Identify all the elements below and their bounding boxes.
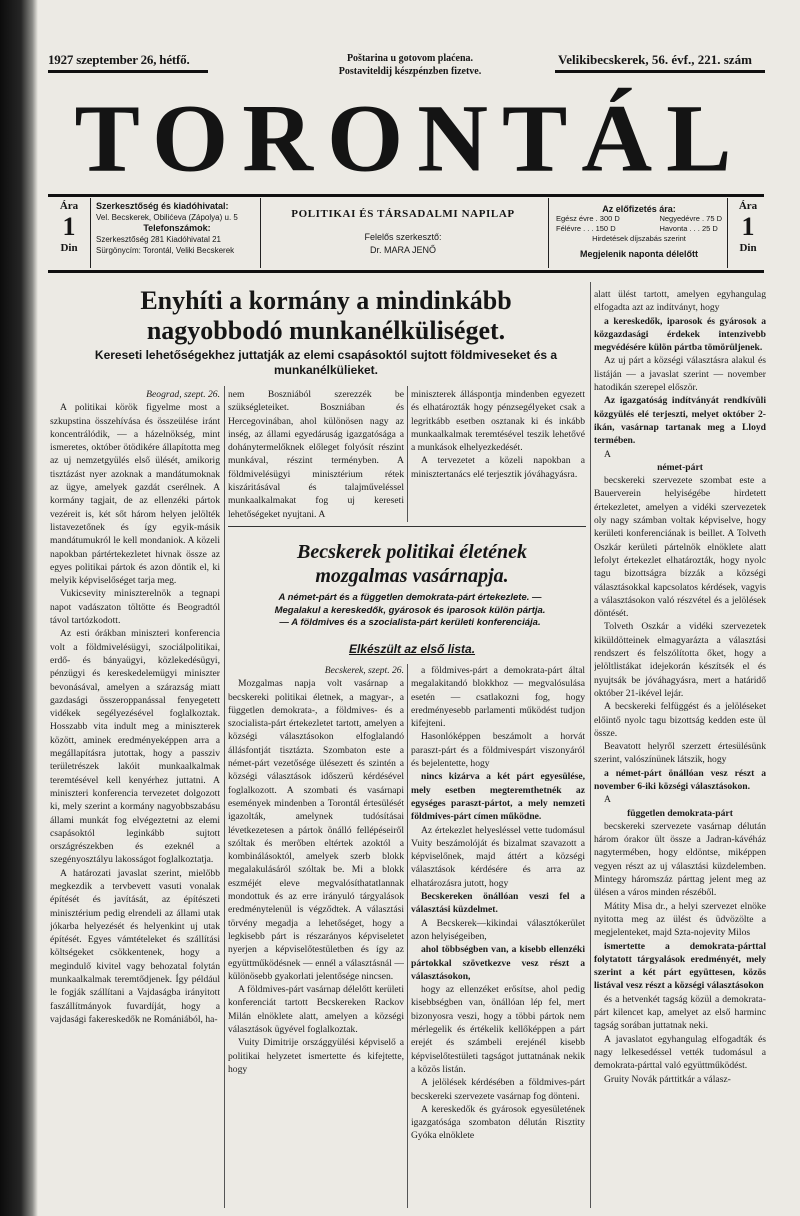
paragraph-bold: a német-párt önállóan vesz részt a november 6-iki községi választásokon. xyxy=(594,767,766,792)
paragraph-bold: ahol többségben van, a kisebb ellenzéki pártokkal szövetkezve vesz részt a választásokon, xyxy=(411,944,585,982)
editor-name: Dr. MARA JENŐ xyxy=(369,245,436,255)
paragraph: Tolveth Oszkár a vidéki szervezetek kiküldötteinek elmagyarázta a választási rendszert és felszólította őket, hogy a jelöltlistákat idejekorán készítsék el és nyujtsák be jóváhagyásra, mert a határidő október 21-ikével lejár. xyxy=(594,621,766,699)
sub-year: Egész évre . 300 D xyxy=(556,214,620,223)
paragraph: Hasonlóképpen beszámolt a horvát paraszt-párt és a földmivespárt viszonyáról és bejelentette, hogy xyxy=(411,731,585,770)
paragraph: Mozgalmas napja volt vasárnap a becskereki politikai életnek, a magyar-, a független demokrata-, a földmives- és a szocialista-párt értekezletet tartott, amelyen a községi választásokon elfoglalandó állásfontját tisztázta. Szombaton este a német-párt vezetősége ülésezett és szintén a községi választások időszerü kérdésével foglalkozott. A szombati és vasárnapi események mindenben a Torontál értesülését igazolták, amelynek tudósításai lévetkezetesen a pártok önálló fellépéseiről szóltak és merőben eltértek azoktól a kombinálásoktól, amelyek szerb blokk megalakulásáról szóltak be. Mi a blokk eszméjét eleve megvalósíthatatlannak mondottuk és az erre irányuló tárgyalások eredménytelenül is végződtek. A választási törvény megadja a lehetőséget, hogy a legkisebb párt is részarányos képviseletet nyerjen a képviselőtestületben és így az együttműködésnek — ennél a választásnál — különösebb gyakorlati jelentősége nincsen. xyxy=(228,678,404,982)
article1-subhead: Kereseti lehetőségekhez juttatják az elemi csapásoktól sujtott földmiveseket és a munkanélkülieket. xyxy=(94,348,558,377)
article2-title-2: mozgalmas vasárnapja. xyxy=(315,565,509,587)
paragraph: a földmives-párt a demokrata-párt által megalakitandó blokkhoz — megvalósulása esetén — csatlakozni fog, hogy eredményesebb parlamenti működést tudjon kifejteni. xyxy=(411,665,585,730)
paragraph: A becskereki felfüggést és a jelöléseket előintő nyolc tagu bizottság kedden este ül össze. xyxy=(594,701,766,739)
column-rule xyxy=(407,664,408,1208)
contact-block xyxy=(96,201,258,256)
price-box-left xyxy=(50,200,88,268)
paragraph-bold: ismertette a demokrata-párttal folytatott tárgyalások eredményét, mely szerint a két párt együttesen, közös listával vesz részt a községi választásokon xyxy=(594,940,766,992)
paragraph: A xyxy=(604,448,611,460)
phones-title: Telefonszámok: xyxy=(143,223,211,233)
office-address: Vel. Becskerek, Obilićeva (Zápolya) u. 5 xyxy=(96,213,238,222)
paragraph: és a hetvenkét tagság közül a demokrata-párt kilencet kap, amelyet az első harminc tagság sorában juttatnak neki. xyxy=(594,993,766,1032)
paragraph: A kereskedők és gyárosok egyesületének igazgatósága szombaton délután Risztity Gyóka elnöklete xyxy=(411,1103,585,1142)
paragraph: Az értekezlet helyesléssel vette tudomásul Vuity beszámolóját és bizalmat szavazott a képviselőnek, majd áttért a községi választások kérdésére és arra az elhatározásra jutott, hogy xyxy=(411,824,585,889)
price-value: 1 xyxy=(741,212,755,241)
article2-sub-3: — A földmives és a szocialista-párt kerületi konferenciája. xyxy=(279,617,541,628)
top-rule-right xyxy=(555,70,765,73)
right-column xyxy=(594,288,766,1210)
price-value: 1 xyxy=(62,212,76,241)
article1-column-1 xyxy=(50,388,220,1213)
postal-line-2: Postaviteldij készpénzben fizetve. xyxy=(338,66,482,77)
article2-sub-2: Megalakul a kereskedők, gyárosok és iparosok külön pártja. xyxy=(274,604,546,616)
masthead-title: TORONTÁL xyxy=(74,86,746,192)
paragraph: Az esti órákban miniszteri konferencia volt a földmivelésügyi, szociálpolitikai, erdő- és bányaügyi, közlekedésügyi, pénzügyi és kereskedelemügyi miniszter bevonásával, amelyen a szárazság miatt gazdasági összeroppanással fenyegetett vidékek segélyezésével foglalkoztak. Hosszabb vita indult meg a miniszterek között, aminek eredményeképpen arra a megállapításra jutottak, hogy a passziv területrészek lakóit munkaalkalmak teremtésével kell kenyérhez juttatni. A miniszteri konferencia tervezetet dolgozott ki, mely szerint a kormány nagyobbszabásu állami munkát fog elvégeztetni az elemi csapásoktól leginkább sujtott országrészekben és ezeknél a szegényosztályu lakosságot foglalkoztatja. xyxy=(50,628,220,866)
paragraph: becskereki szervezete vasárnap délután három órakor ült össze a Jadran-kávéház nagytermében, hogy eldöntse, miképpen vegyen részt az uj választási küzdelemben. Mintegy háromszáz párttag jelent meg az ülésen a város minden részéből. xyxy=(594,820,766,899)
article2-sub-1: A német-párt és a független demokrata-párt értekezlete. — xyxy=(278,592,542,603)
subscription-title: Az előfizetés ára: xyxy=(602,204,676,214)
paragraph: miniszterek álláspontja mindenben egyezett és elhatározták hogy pénzsegélyeket csak a legritkább esetben osztanak ki és inkább munkaalkalmak teremtésével teszik lehetővé a munkások elhelyezkedését. xyxy=(411,389,585,454)
paper-subtitle-block xyxy=(262,208,544,255)
paragraph: hogy az ellenzéket erősítse, ahol pedig kisebbségben van, önállóan lép fel, mert bizonyosra veszi, hogy a többi pártok nem mérlegelik és értékelik kellőképpen a párt erejét és számbeli erejénél kisebb képviselőtestületi tagságot juttatnának nekik a közös listán. xyxy=(411,984,585,1075)
article2-dateline: Becskerek, szept. 26. xyxy=(324,665,404,676)
band-rule-top xyxy=(48,194,764,197)
sub-quarter: Negyedévre . 75 D xyxy=(659,214,722,223)
phone-numbers: Szerkesztőség 281 Kiadóhivatal 21 xyxy=(96,235,221,244)
article2-subheads xyxy=(226,592,594,630)
column-rule xyxy=(407,386,408,522)
postal-line-1: Poštarina u gotovom plaćena. xyxy=(346,53,474,64)
paragraph: nem Boszniából szerezzék be szükségleteiket. Boszniában és Hercegovinában, ahol különösen nagy az inség, az állami egyedáruság igazgatósága a dohánytermelőknek előleget folyósít részint munkával, részint terményben. A földmivelésügyi minisztérium rétek kiszáritásával és talajműveléssel munkaalkalmakat fog uj kereseti lehetőségeket nyujtani. A xyxy=(228,389,404,520)
telegram-address: Sürgönycím: Torontál, Veliki Becskerek xyxy=(96,246,235,255)
sub-halfyear: Félévre . . . 150 D xyxy=(556,224,616,233)
price-box-right xyxy=(729,200,767,268)
paragraph: Gruity Novák párttitkár a válasz- xyxy=(604,1073,731,1085)
column-rule xyxy=(590,282,591,1208)
place-and-issue: Velikibecskerek, 56. évf., 221. szám xyxy=(558,52,752,67)
paragraph: alatt ülést tartott, amelyen egyhangulag elfogadta azt az indítványt, hogy xyxy=(594,289,766,314)
binding-shadow xyxy=(0,0,38,1216)
paragraph: A jelölések kérdésében a földmives-párt becskereki szervezete vasárnap fog dönteni. xyxy=(411,1077,585,1102)
paragraph: A határozati javaslat szerint, mielőbb megkezdik a tervbevett vasuti vonalak építését és javítását, az építészeti minisztérium pedig elrendeli az állami utak jókarba helyezését és helyenkint uj utak építését. Egyes vámtételeket és szállítási költségeket csökkentenek, hogy a megindulő kivitel vagy behozatal folytán munkaalkalmak teremtődjenek. Így például le fogják szállítani a Vajdaságba irányitott faszállítmányok fuvardíját, hogy a vajdasági fakereskedők ne Romániából, ha- xyxy=(50,867,220,1025)
top-rule-left xyxy=(48,70,208,73)
paragraph: A földmives-párt vasárnap délelőtt kerületi konferenciát tartott Becskereken Rackov Milán elnöklete alatt, amelyen a községi választások ügyével foglalkoztak. xyxy=(228,984,404,1036)
subscription-block xyxy=(556,204,722,259)
article1-headline-2: nagyobbodó munkanélküliséget. xyxy=(146,316,506,345)
ads-note: Hirdetések díjszabás szerint xyxy=(592,234,686,243)
editor-label: Felelős szerkesztő: xyxy=(364,232,442,242)
paragraph: Vukicsevity miniszterelnök a tegnapi napot vadászaton töltötte és Beogradtól távol tartózkodott. xyxy=(50,588,220,627)
paragraph: A xyxy=(604,794,611,806)
article1-headline-1: Enyhíti a kormány a mindinkább xyxy=(140,286,512,315)
article1-column-3 xyxy=(411,388,585,522)
paragraph: A Becskerek—kikindai választókerület azon helyiségeiben, xyxy=(411,917,585,942)
paragraph: Vuity Dimitrije országgyülési képviselő a politikai helyzetet ismertette és kifejtette, hogy xyxy=(228,1037,404,1075)
paragraph: Az uj párt a községi választásra alakul és listáján — a javaslat szerint — november hatodikán szerepel először. xyxy=(594,355,766,394)
band-divider xyxy=(260,198,261,268)
paragraph: Beavatott helyről szerzett értesülésünk szerint, valószínünek látszik, hogy xyxy=(594,741,766,766)
band-divider xyxy=(90,198,91,268)
paragraph-bold: Becskereken önállóan veszi fel a választási küzdelmet. xyxy=(411,891,585,916)
section-divider xyxy=(228,526,586,527)
paragraph-bold: Az igazgatóság indítványát rendkívüli közgyülés elé terjeszti, melyet október 2-ikán, vasárnap tartanak meg a Lloyd termében. xyxy=(594,395,766,447)
paper-subtitle: POLITIKAI ÉS TÁRSADALMI NAPILAP xyxy=(291,208,515,220)
paragraph-bold: nincs kizárva a két párt egyesülése, mely esetben megteremthetnék az egységes paraszt-pártot, a mely nemzeti földmives-párt címen működne. xyxy=(411,771,585,823)
article2-column-1 xyxy=(228,664,404,1210)
band-divider xyxy=(727,198,728,268)
postal-note xyxy=(325,52,495,78)
paragraph: A javaslatot egyhangulag elfogadták és nagy lelkesedéssel vették tudomásul a demokrata-párttal való együttműködést. xyxy=(594,1033,766,1072)
office-title: Szerkesztőség és kiadóhivatal: xyxy=(96,201,229,211)
article2-subtitle: Elkészült az első lista. xyxy=(348,642,476,656)
band-divider xyxy=(548,198,549,268)
party-heading: független demokrata-párt xyxy=(627,807,733,819)
appears-note: Megjelenik naponta délelőtt xyxy=(579,249,698,259)
paragraph-bold: a kereskedők, iparosok és gyárosok a közgazdasági érdekek intenzivebb megvédésére külön pártba tömörüljenek. xyxy=(594,315,766,354)
article1-dateline: Beograd, szept. 26. xyxy=(146,389,220,400)
paragraph: A tervezetet a közeli napokban a minisztertanács elé terjesztik jóváhagyásra. xyxy=(411,455,585,480)
paragraph: becskereki szervezete szombat este a Bauerverein helyiségébe hirdetett értekezletet, amelyen a vidéki szervezetek oly nagy számban voltak képviselve, hogy kerületi konferenciának is beillet. A Tolveth Oszkár kerületi pártelnök elnöklete alatt lefolyt értekezlet elhatározták, hogy nyolc tagu bizottságra bízzák a községi választásokkal kapcsolatos kérdések, vagyis a választásokon való részvétel és a jelölések döntését. xyxy=(594,475,766,620)
sub-month: Havonta . . . 25 D xyxy=(659,224,718,233)
price-label: Ára xyxy=(59,200,79,212)
band-rule-bottom xyxy=(48,270,764,273)
issue-date: 1927 szeptember 26, hétfő. xyxy=(48,52,190,67)
article2-title-1: Becskerek politikai életének xyxy=(297,541,527,563)
article2-column-2 xyxy=(411,664,585,1210)
price-unit: Din xyxy=(60,242,78,254)
price-unit: Din xyxy=(739,242,757,254)
paragraph: A politikai körök figyelme most a szkupstina összehívása és összeülése iránt koncentrálódik, — a házelnökség, mint ismeretes, október ötödikére állapította meg az uj nemzetgyülés első ülését, amikorig tisztázást nyer azoknak a mandátumoknak az ügye, amelyek gazdát cserélnek. A kormány tagjait, de az ellenzéki pártok vezéreit is, két sőt három helyen jelölték listavezetőnek és így egyik-másik mandátumukról le kell mondaniok. A közeli napokban pártértekezletet hivnak össze az egyes politikai pártok és azon döntik el, ki melyik képviselőséget tarja meg. xyxy=(50,402,220,587)
paragraph: Mátity Misa dr., a helyi szervezet elnöke nyitotta meg az ülést és üdvözölte a megjelenteket, majd Szta-nojevity Milos xyxy=(594,900,766,939)
article1-column-2 xyxy=(228,388,404,522)
column-rule xyxy=(224,386,225,1208)
party-heading: német-párt xyxy=(657,461,703,473)
price-label: Ára xyxy=(738,200,758,212)
